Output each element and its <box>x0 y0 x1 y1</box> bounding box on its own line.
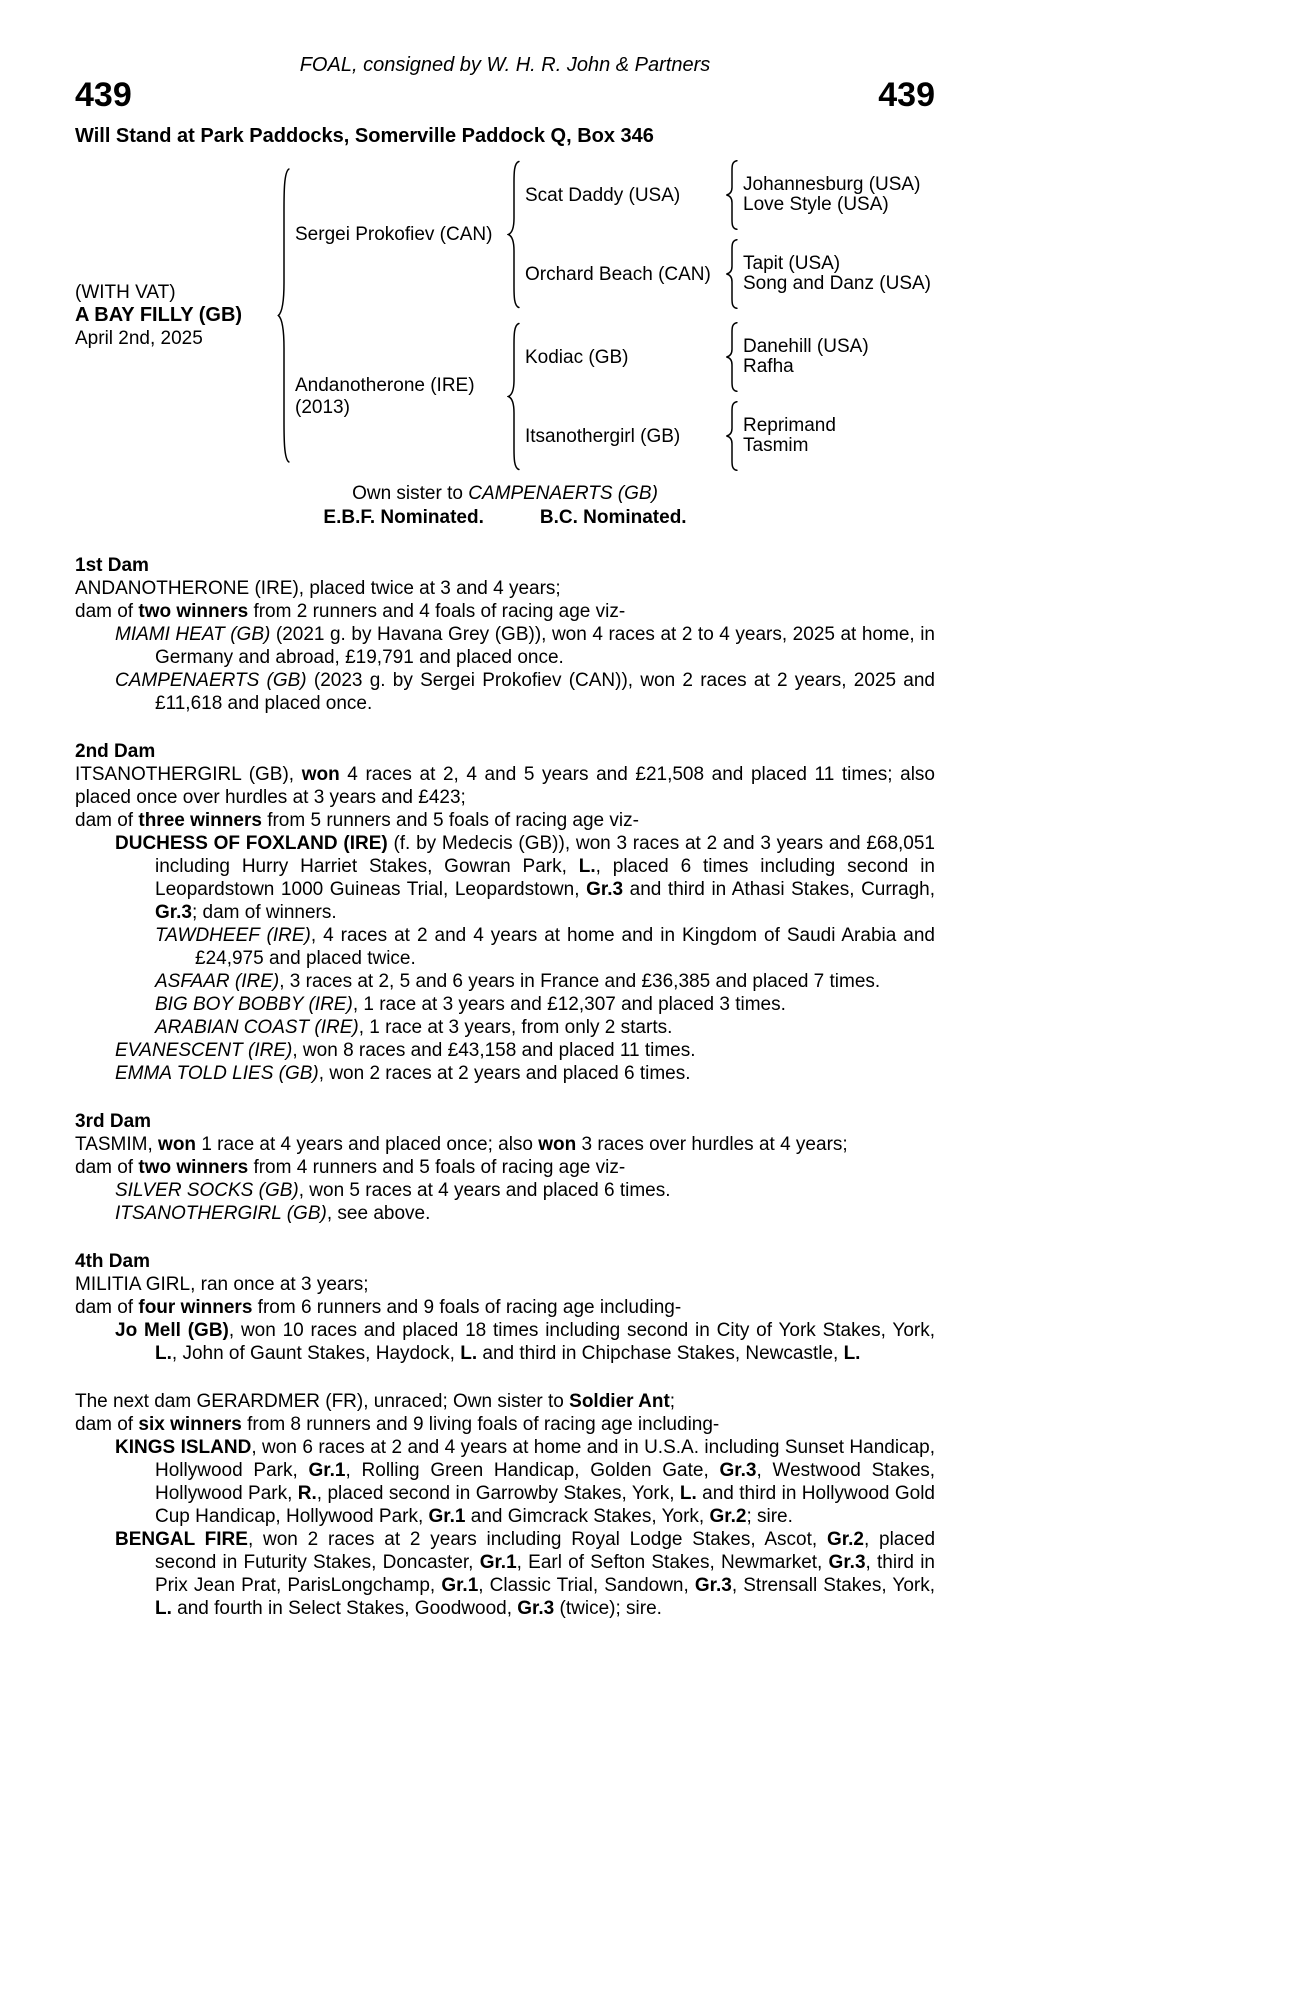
sire-parents <box>525 158 931 311</box>
pedigree-brace-icon <box>503 320 525 473</box>
catalogue-page <box>75 0 935 1620</box>
pedigree-paragraph: MIAMI HEAT (GB) (2021 g. by Havana Grey (GB)), won 4 races at 2 to 4 years, 2025 at home, in Germany and abroad, £19,791 and placed once. <box>115 624 935 668</box>
sire-name-cell <box>295 224 503 246</box>
dam-sire-name: Kodiac (GB) <box>525 346 629 368</box>
pedigree-paragraph: dam of six winners from 8 runners and 9 living foals of racing age including- <box>75 1414 720 1435</box>
pedigree-paragraph: ITSANOTHERGIRL (GB), won 4 races at 2, 4 and 5 years and £21,508 and placed 11 times; also placed once over hurdles at 3 years and £423; <box>75 764 935 808</box>
vat-note: (WITH VAT) <box>75 282 176 303</box>
dam-sections <box>75 554 935 1620</box>
pedigree-paragraph: BIG BOY BOBBY (IRE), 1 race at 3 years and £12,307 and placed 3 times. <box>155 994 786 1015</box>
pedigree-paragraph: ITSANOTHERGIRL (GB), see above. <box>115 1203 431 1224</box>
pedigree-paragraph: EMMA TOLD LIES (GB), won 2 races at 2 years and placed 6 times. <box>115 1063 691 1084</box>
pedigree-brace-icon <box>503 158 525 311</box>
dam-section <box>75 554 935 715</box>
ancestor-name: Love Style (USA) <box>743 194 889 215</box>
ancestor-name: Reprimand <box>743 415 836 436</box>
pedigree-brace-icon <box>721 320 743 394</box>
pedigree-paragraph: KINGS ISLAND, won 6 races at 2 and 4 years at home and in U.S.A. including Sunset Handicap, Hollywood Park, Gr.1, Rolling Green Handicap, Golden Gate, Gr.3, Westwood Stakes, Hollywood Park, R., placed second in Garrowby Stakes, York, L. and third in Hollywood Gold Cup Handicap, Hollywood Park, Gr.1 and Gimcrack Stakes, York, Gr.2; sire. <box>115 1437 935 1527</box>
lot-number-row <box>75 77 935 113</box>
sire-sire-parents <box>743 175 920 215</box>
pedigree-brace-icon <box>721 399 743 473</box>
dam-heading: 2nd Dam <box>75 741 156 762</box>
own-sister-name: CAMPENAERTS (GB) <box>468 483 658 504</box>
pedigree-paragraph: EVANESCENT (IRE), won 8 races and £43,158 and placed 11 times. <box>115 1040 696 1061</box>
pedigree-paragraph: CAMPENAERTS (GB) (2023 g. by Sergei Prokofiev (CAN)), won 2 races at 2 years, 2025 and £11,618 and placed once. <box>115 670 935 714</box>
pedigree-paragraph: TASMIM, won 1 race at 4 years and placed once; also won 3 races over hurdles at 4 years; <box>75 1134 848 1155</box>
ancestor-name: Song and Danz (USA) <box>743 273 931 294</box>
dam-node <box>295 320 931 473</box>
subject-name: A BAY FILLY (GB) <box>75 304 243 326</box>
own-sister-line <box>75 482 935 505</box>
dam-section <box>75 1390 935 1620</box>
sire-sire-node <box>525 158 931 232</box>
foal-date: April 2nd, 2025 <box>75 328 203 349</box>
pedigree-generation-1 <box>295 158 931 473</box>
pedigree-paragraph: Jo Mell (GB), won 10 races and placed 18 times including second in City of York Stakes, York, L., John of Gaunt Stakes, Haydock, L. and third in Chipchase Stakes, Newcastle, L. <box>115 1320 935 1364</box>
sire-dam-name: Orchard Beach (CAN) <box>525 263 711 285</box>
dam-name: Andanotherone (IRE) <box>295 374 475 396</box>
ebf-nominated: E.B.F. Nominated. <box>323 507 484 528</box>
pedigree-paragraph: ASFAAR (IRE), 3 races at 2, 5 and 6 years in France and £36,385 and placed 7 times. <box>155 971 881 992</box>
dam-heading: 1st Dam <box>75 555 149 576</box>
pedigree-brace-icon <box>273 158 295 473</box>
pedigree-paragraph: DUCHESS OF FOXLAND (IRE) (f. by Medecis (GB)), won 3 races at 2 and 3 years and £68,051 including Hurry Harriet Stakes, Gowran Park, L., placed 6 times including second in Leopardstown 1000 Guineas Trial, Leopardstown, Gr.3 and third in Athasi Stakes, Curragh, Gr.3; dam of winners. <box>115 833 935 923</box>
lot-number-right: 439 <box>878 76 935 114</box>
sire-sire-name: Scat Daddy (USA) <box>525 184 681 206</box>
dam-parents <box>525 320 869 473</box>
lot-number-left: 439 <box>75 76 132 114</box>
pedigree-paragraph: The next dam GERARDMER (FR), unraced; Own sister to Soldier Ant; <box>75 1391 676 1412</box>
sire-dam-parents <box>743 254 931 294</box>
sire-name: Sergei Prokofiev (CAN) <box>295 223 493 245</box>
pedigree-brace-icon <box>721 237 743 311</box>
dam-name-cell <box>295 375 503 419</box>
dam-heading: 3rd Dam <box>75 1111 152 1132</box>
pedigree-paragraph: SILVER SOCKS (GB), won 5 races at 4 years and placed 6 times. <box>115 1180 671 1201</box>
dam-dam-name: Itsanothergirl (GB) <box>525 425 681 447</box>
dam-section <box>75 1110 935 1225</box>
dam-dam-node <box>525 399 869 473</box>
sire-node <box>295 158 931 311</box>
ancestor-name: Rafha <box>743 356 794 377</box>
stand-location-line: Will Stand at Park Paddocks, Somerville Paddock Q, Box 346 <box>75 125 654 147</box>
nominations-line <box>75 506 935 529</box>
dam-year: (2013) <box>295 396 350 418</box>
ancestor-name: Johannesburg (USA) <box>743 174 921 195</box>
dam-sire-parents <box>743 337 869 377</box>
sire-dam-node <box>525 237 931 311</box>
own-sister-prefix: Own sister to <box>352 483 469 504</box>
pedigree-paragraph: dam of two winners from 4 runners and 5 foals of racing age viz- <box>75 1157 626 1178</box>
bc-nominated: B.C. Nominated. <box>539 507 687 528</box>
dam-section <box>75 740 935 1085</box>
ancestor-name: Tasmim <box>743 435 809 456</box>
pedigree-subject <box>75 281 273 350</box>
pedigree-brace-icon <box>721 158 743 232</box>
ancestor-name: Tapit (USA) <box>743 253 841 274</box>
dam-dam-parents <box>743 416 836 456</box>
pedigree-paragraph: dam of four winners from 6 runners and 9 foals of racing age including- <box>75 1297 682 1318</box>
pedigree-paragraph: ANDANOTHERONE (IRE), placed twice at 3 and 4 years; <box>75 578 561 599</box>
dam-sire-node <box>525 320 869 394</box>
dam-section <box>75 1250 935 1365</box>
pedigree-paragraph: BENGAL FIRE, won 2 races at 2 years including Royal Lodge Stakes, Ascot, Gr.2, placed second in Futurity Stakes, Doncaster, Gr.1, Earl of Sefton Stakes, Newmarket, Gr.3, third in Prix Jean Prat, ParisLongchamp, Gr.1, Classic Trial, Sandown, Gr.3, Strensall Stakes, York, L. and fourth in Select Stakes, Goodwood, Gr.3 (twice); sire. <box>115 1529 936 1619</box>
pedigree-table <box>75 158 935 473</box>
ancestor-name: Danehill (USA) <box>743 336 869 357</box>
pedigree-paragraph: MILITIA GIRL, ran once at 3 years; <box>75 1274 369 1295</box>
pedigree-paragraph: dam of three winners from 5 runners and 5 foals of racing age viz- <box>75 810 639 831</box>
pedigree-paragraph: ARABIAN COAST (IRE), 1 race at 3 years, from only 2 starts. <box>155 1017 673 1038</box>
dam-heading: 4th Dam <box>75 1251 150 1272</box>
pedigree-paragraph: TAWDHEEF (IRE), 4 races at 2 and 4 years at home and in Kingdom of Saudi Arabia and £24,975 and placed twice. <box>155 925 935 969</box>
pedigree-paragraph: dam of two winners from 2 runners and 4 foals of racing age viz- <box>75 601 626 622</box>
consignor-line: FOAL, consigned by W. H. R. John & Partners <box>299 54 711 76</box>
